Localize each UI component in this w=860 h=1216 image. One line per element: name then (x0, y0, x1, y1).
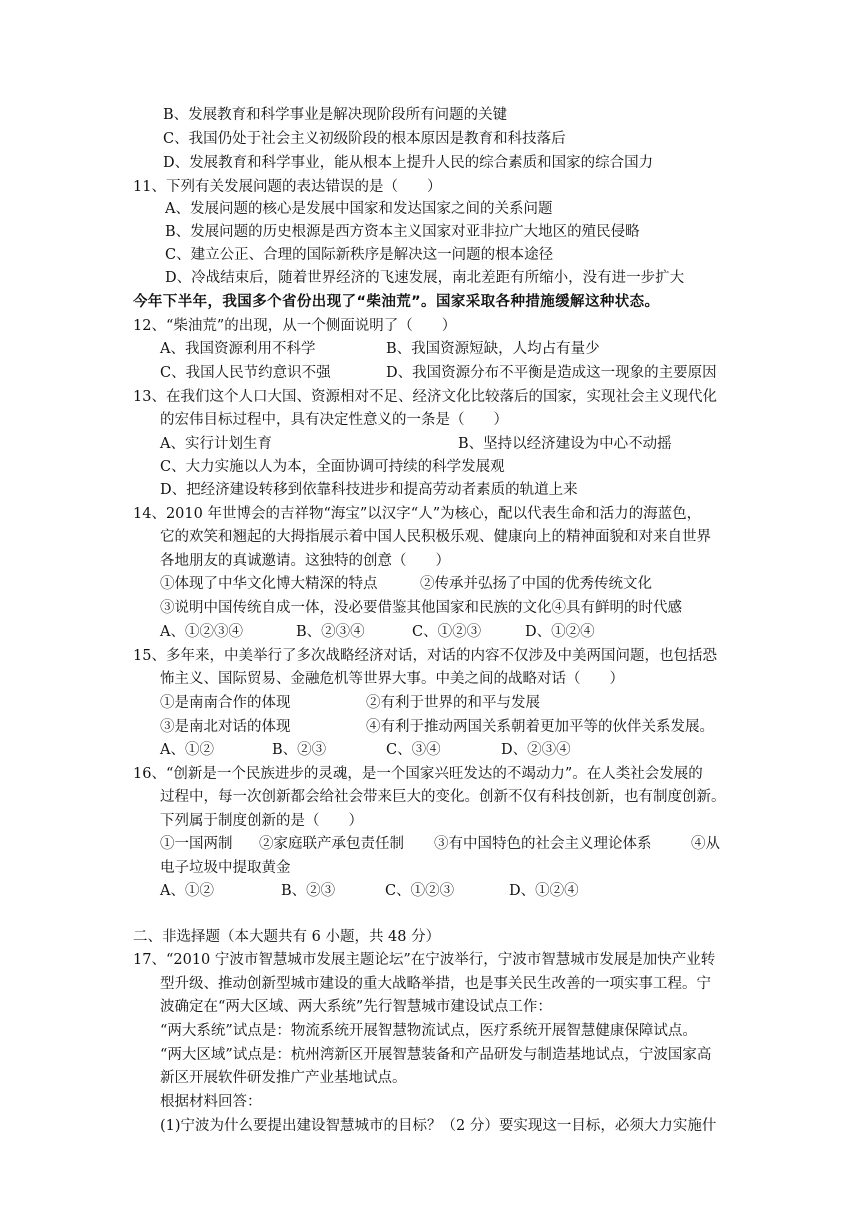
q11-option-c: C、建立公正、合理的国际新秩序是解决这一问题的根本途径 (165, 247, 554, 263)
q14-statement-1: ①体现了中华文化博大精深的特点 (160, 576, 378, 592)
q13-stem-line2: 的宏伟目标过程中，具有决定性意义的一条是（ ） (160, 412, 508, 428)
q17-material-systems: “两大系统”试点是：物流系统开展智慧物流试点，医疗系统开展智慧健康保障试点。 (160, 1023, 697, 1039)
q16-statement-3: ③有中国特色的社会主义理论体系 (434, 836, 652, 852)
q13-stem-line1: 13、在我们这个人口大国、资源相对不足、经济文化比较落后的国家，实现社会主义现代化 (133, 389, 717, 405)
q17-material-regions-line2: 新区开展软件研发推广产业基地试点。 (160, 1070, 407, 1086)
q10-option-b: B、发展教育和科学事业是解决现阶段所有问题的关键 (163, 107, 508, 123)
q11-stem: 11、下列有关发展问题的表达错误的是（ ） (133, 179, 442, 195)
q14-statement-2: ②传承并弘扬了中国的优秀传统文化 (420, 576, 652, 592)
q15-statement-3: ③是南北对话的体现 (160, 719, 291, 735)
q17-stem-line3: 波确定在“两大区域、两大系统”先行智慧城市建设试点工作： (160, 999, 552, 1015)
q14-option-c: C、①②③ (412, 624, 482, 640)
q10-option-d: D、发展教育和科学事业，能从根本上提升人民的综合素质和国家的综合国力 (163, 155, 654, 171)
q16-stem-line1: 16、“创新是一个民族进步的灵魂，是一个国家兴旺发达的不竭动力”。在人类社会发展的 (133, 766, 703, 782)
q16-option-d: D、①②④ (509, 883, 579, 899)
q15-option-a: A、①② (160, 742, 214, 758)
q12-option-d: D、我国资源分布不平衡是造成这一现象的主要原因 (386, 365, 717, 381)
q16-stem-line2: 过程中，每一次创新都会给社会带来巨大的变化。创新不仅有科技创新，也有制度创新。 (160, 789, 726, 805)
q16-option-c: C、①②③ (385, 883, 455, 899)
q17-stem-line2: 型升级、推动创新型城市建设的重大战略举措，也是事关民生改善的一项实事工程。宁 (160, 976, 711, 992)
q12-option-b: B、我国资源短缺，人均占有量少 (386, 341, 600, 357)
q10-option-c: C、我国仍处于社会主义初级阶段的根本原因是教育和科技落后 (163, 131, 566, 147)
q15-stem-line2: 怖主义、国际贸易、金融危机等世界大事。中美之间的战略对话（ ） (160, 671, 624, 687)
q11-option-a: A、发展问题的核心是发展中国家和发达国家之间的关系问题 (165, 201, 553, 217)
q15-statement-4: ④有利于推动两国关系朝着更加平等的伙伴关系发展。 (366, 719, 714, 735)
q16-stem-line3: 下列属于制度创新的是（ ） (160, 813, 363, 829)
q15-statement-1: ①是南南合作的体现 (160, 695, 291, 711)
q16-statement-4-start: ④从 (691, 836, 720, 852)
section-2-heading: 二、非选择题（本大题共有 6 小题，共 48 分） (133, 929, 441, 945)
q13-option-d: D、把经济建设转移到依靠科技进步和提高劳动者素质的轨道上来 (160, 482, 578, 498)
q16-option-b: B、②③ (281, 883, 336, 899)
q17-material-regions-line1: “两大区域”试点是：杭州湾新区开展智慧装备和产品研发与制造基地试点，宁波国家高 (160, 1047, 712, 1063)
q17-instruction: 根据材料回答： (160, 1094, 262, 1110)
q13-option-a: A、实行计划生育 (160, 436, 272, 452)
q14-option-d: D、①②④ (525, 624, 595, 640)
q14-stem-line1: 14、2010 年世博会的吉祥物“海宝”以汉字“人”为核心，配以代表生命和活力的海蓝色， (133, 506, 702, 522)
q12-option-c: C、我国人民节约意识不强 (160, 365, 331, 381)
q12-stem: 12、“柴油荒”的出现，从一个侧面说明了（ ） (133, 318, 457, 334)
q14-statement-3-4: ③说明中国传统自成一体，没必要借鉴其他国家和民族的文化④具有鲜明的时代感 (160, 600, 682, 616)
q16-option-a: A、①② (160, 883, 214, 899)
q14-stem-line3: 各地朋友的真诚邀请。这独特的创意（ ） (160, 553, 450, 569)
q16-statement-4-end: 电子垃圾中提取黄金 (160, 860, 291, 876)
q14-option-b: B、②③④ (296, 624, 365, 640)
q11-option-b: B、发展问题的历史根源是西方资本主义国家对亚非拉广大地区的殖民侵略 (165, 224, 640, 240)
q17-stem-line1: 17、“2010 宁波市智慧城市发展主题论坛”在宁波举行，宁波市智慧城市发展是加快产业转 (133, 952, 716, 968)
q12-option-a: A、我国资源利用不科学 (160, 341, 316, 357)
q15-statement-2: ②有利于世界的和平与发展 (366, 695, 540, 711)
q17-subquestion-1: (1)宁波为什么要提出建设智慧城市的目标？（2 分）要实现这一目标，必须大力实施什 (160, 1118, 717, 1134)
q16-statement-2: ②家庭联产承包责任制 (259, 836, 404, 852)
material-intro: 今年下半年，我国多个省份出现了“柴油荒”。国家采取各种措施缓解这种状态。 (133, 294, 660, 310)
q15-option-c: C、③④ (386, 742, 441, 758)
q13-option-b: B、坚持以经济建设为中心不动摇 (458, 436, 672, 452)
q11-option-d: D、冷战结束后，随着世界经济的飞速发展，南北差距有所缩小，没有进一步扩大 (165, 270, 685, 286)
q15-stem-line1: 15、多年来，中美举行了多次战略经济对话，对话的内容不仅涉及中美两国问题，也包括恐 (133, 648, 717, 664)
q16-statement-1: ①一国两制 (160, 836, 233, 852)
q13-option-c: C、大力实施以人为本，全面协调可持续的科学发展观 (160, 459, 505, 475)
q15-option-b: B、②③ (272, 742, 327, 758)
q14-stem-line2: 它的欢笑和翘起的大拇指展示着中国人民积极乐观、健康向上的精神面貌和对来自世界 (160, 529, 711, 545)
q14-option-a: A、①②③④ (160, 624, 243, 640)
q15-option-d: D、②③④ (501, 742, 571, 758)
